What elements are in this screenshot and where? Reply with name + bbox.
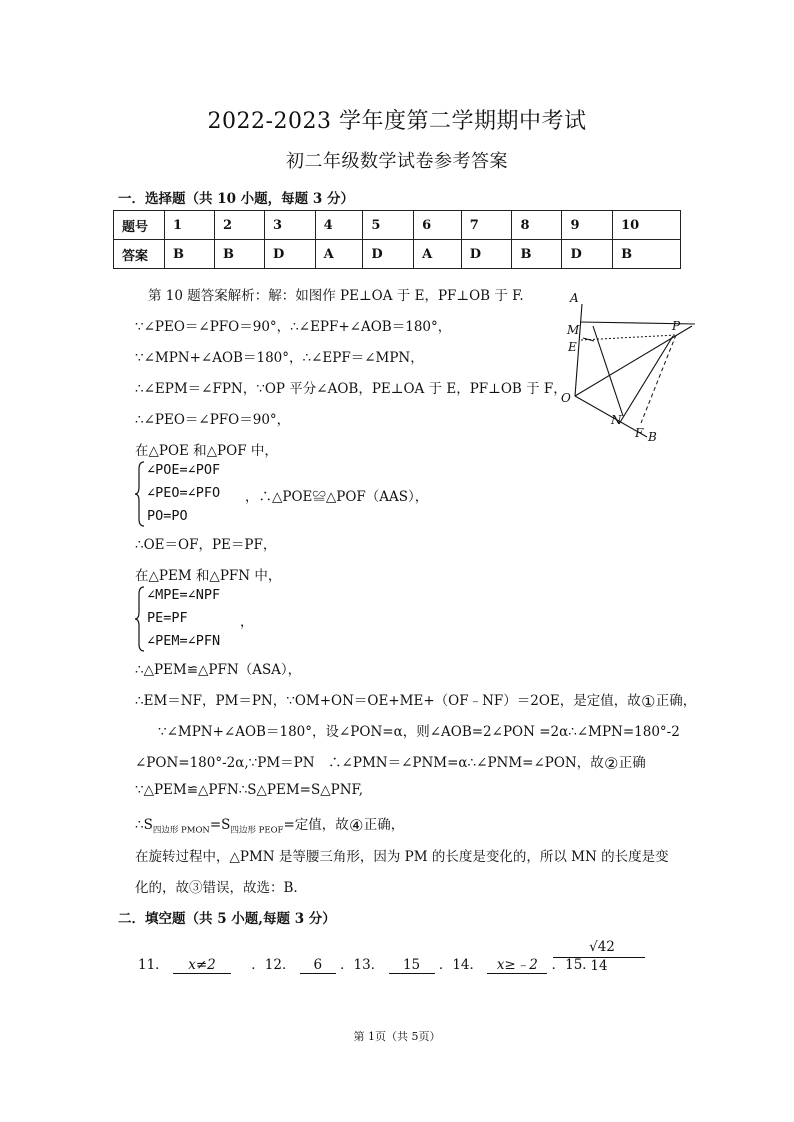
question-number: ．12． bbox=[251, 957, 296, 973]
answer-blank: 15 bbox=[389, 957, 435, 974]
label-b: B bbox=[648, 430, 657, 444]
page-footer: 第 1页（共 5页） bbox=[353, 1030, 441, 1043]
brace-icon bbox=[135, 586, 145, 652]
label-m: M bbox=[567, 323, 580, 337]
label-p: P bbox=[672, 319, 681, 333]
solution-text: 正确， bbox=[655, 693, 697, 709]
circled-number: ① bbox=[641, 692, 656, 711]
table-row bbox=[114, 211, 681, 240]
table-cell: 7 bbox=[461, 211, 512, 240]
solution-text: 正确 bbox=[618, 755, 646, 771]
solution-line: ∵∠MPN+∠AOB＝180°，设∠PON=α，则∠AOB=2∠PON =2α∴∠MPN=180°-2 bbox=[158, 724, 680, 740]
solution-line: ，∴△POE≌△POF（AAS）， bbox=[245, 489, 429, 505]
solution-text: ∴EM＝NF，PM＝PN，∵OM+ON＝OE+ME+（OF﹣NF）＝2OE，是定值，故 bbox=[135, 693, 641, 709]
table-cell: 8 bbox=[512, 211, 562, 240]
solution-line: ∵△PEM≌△PFN∴S△PEM=S△PNF, bbox=[135, 782, 364, 798]
table-cell: 2 bbox=[214, 211, 264, 240]
subscript: 四边形 PMON bbox=[152, 825, 210, 836]
solution-line: 在旋转过程中，△PMN 是等腰三角形，因为 PM 的长度是变化的，所以 MN 的长度是变 bbox=[135, 849, 669, 865]
answer-blank: 6 bbox=[300, 957, 336, 974]
table-cell: D bbox=[363, 240, 414, 269]
answer-blank: x≠2 bbox=[173, 957, 231, 974]
equation-line: ∠MPE=∠NPF bbox=[147, 587, 221, 603]
solution-line: ∴△PEM≌△PFN（ASA）， bbox=[135, 662, 302, 678]
solution-text: 正确， bbox=[363, 817, 405, 833]
equation-line: PO=PO bbox=[147, 508, 188, 524]
table-cell: 6 bbox=[414, 211, 462, 240]
table-cell: 5 bbox=[363, 211, 414, 240]
subscript: 四边形 PEOF bbox=[230, 825, 284, 836]
equation-line: PE=PF bbox=[147, 610, 188, 626]
label-a: A bbox=[570, 291, 579, 305]
label-f: F bbox=[635, 426, 644, 440]
label-o: O bbox=[561, 391, 571, 405]
dotted-pe bbox=[581, 335, 676, 340]
circled-number: ④ bbox=[349, 816, 364, 835]
solution-line: 化的，故③错误，故选：B. bbox=[135, 880, 298, 896]
solution-line: ∴∠EPM＝∠FPN，∵OP 平分∠AOB，PE⊥OA 于 E，PF⊥OB 于 F， bbox=[135, 381, 567, 397]
solution-text: ∠PON=180°-2α,∵PM＝PN ∴∠PMN＝∠PNM=α∴∠PNM=∠PON，故 bbox=[135, 755, 604, 771]
solution-line: ∴∠PEO＝∠PFO＝90°， bbox=[135, 412, 291, 428]
table-row bbox=[114, 240, 681, 269]
equation-line: ∠PEO=∠PFO bbox=[147, 485, 221, 501]
table-cell: A bbox=[315, 240, 363, 269]
equation-line: ∠POE=∠POF bbox=[147, 462, 221, 478]
table-cell: 4 bbox=[315, 211, 363, 240]
solution-line: 在△POE 和△POF 中， bbox=[135, 443, 278, 459]
equation-line: ∠PEM=∠PFN bbox=[147, 633, 221, 649]
question-number: ．15． bbox=[551, 957, 596, 973]
solution-line bbox=[135, 813, 404, 836]
geometry-figure bbox=[555, 288, 705, 444]
question-number: ．14． bbox=[438, 957, 484, 973]
solution-line: ∵∠PEO＝∠PFO＝90°，∴∠EPF+∠AOB＝180°， bbox=[135, 319, 452, 335]
solution-line: 第 10 题答案解析：解：如图作 PE⊥OA 于 E，PF⊥OB 于 F. bbox=[148, 288, 524, 304]
table-cell: 10 bbox=[613, 211, 681, 240]
answer-blank: x≥﹣2 bbox=[487, 953, 547, 974]
table-cell: B bbox=[512, 240, 562, 269]
section1-heading: 一．选择题（共 10 小题，每题 3 分） bbox=[118, 191, 354, 207]
solution-line: 在△PEM 和△PFN 中， bbox=[135, 568, 282, 584]
page-title: 2022-2023 学年度第二学期期中考试 bbox=[207, 109, 587, 134]
solution-line: ∵∠MPN+∠AOB＝180°，∴∠EPF＝∠MPN， bbox=[135, 350, 424, 366]
fill-answers bbox=[138, 953, 596, 974]
table-cell: B bbox=[613, 240, 681, 269]
section2-heading: 二．填空题（共 5 小题,每题 3 分） bbox=[118, 911, 336, 927]
page-subtitle: 初二年级数学试卷参考答案 bbox=[286, 151, 508, 172]
solution-text: =S bbox=[209, 817, 231, 833]
table-cell: 答案 bbox=[114, 240, 165, 269]
solution-line bbox=[135, 751, 646, 771]
table-cell: D bbox=[264, 240, 315, 269]
solution-text: ∴S bbox=[135, 817, 153, 833]
label-e: E bbox=[568, 340, 577, 354]
brace-icon bbox=[135, 461, 145, 527]
fraction-denominator: 14 bbox=[553, 957, 645, 974]
table-cell: 题号 bbox=[114, 211, 165, 240]
table-cell: 1 bbox=[165, 211, 215, 240]
table-cell: 3 bbox=[264, 211, 315, 240]
table-cell: B bbox=[165, 240, 215, 269]
solution-line: ， bbox=[240, 614, 254, 630]
line-op bbox=[575, 326, 692, 396]
table-cell: 9 bbox=[562, 211, 613, 240]
circled-number: ② bbox=[604, 754, 619, 773]
solution-line: ∴OE＝OF，PE＝PF， bbox=[135, 537, 277, 553]
line-e-tick bbox=[583, 338, 594, 341]
table-cell: D bbox=[562, 240, 613, 269]
table-cell: B bbox=[214, 240, 264, 269]
label-n: N bbox=[611, 413, 622, 427]
table-cell: D bbox=[461, 240, 512, 269]
fraction-answer bbox=[553, 939, 645, 974]
table-cell: A bbox=[414, 240, 462, 269]
solution-line bbox=[135, 689, 696, 709]
fraction-numerator: √42 bbox=[589, 939, 615, 955]
solution-text: =定值，故 bbox=[283, 817, 349, 833]
answer-table bbox=[113, 210, 681, 269]
line-np bbox=[619, 336, 673, 424]
question-number: 11． bbox=[138, 957, 169, 973]
question-number: ．13． bbox=[340, 957, 385, 973]
